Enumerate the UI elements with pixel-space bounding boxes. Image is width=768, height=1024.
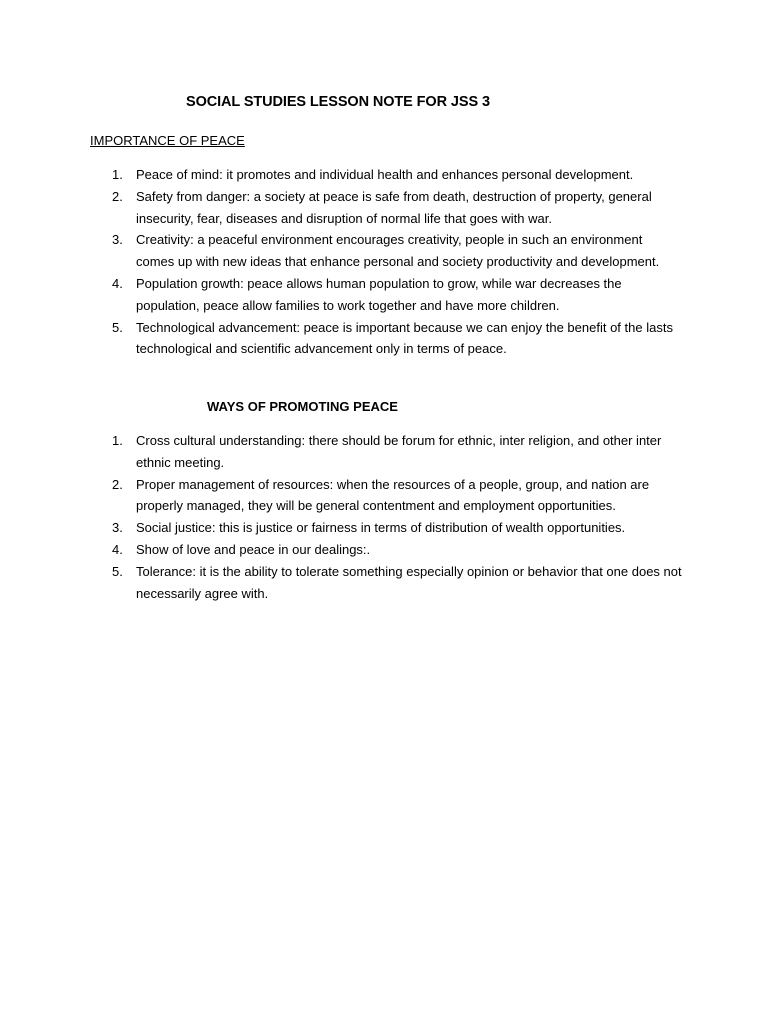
list-item <box>0 561 684 605</box>
list-item-number: 3. <box>112 520 123 536</box>
list-item-number: 4. <box>112 275 123 291</box>
list-item-text: Proper management of resources: when the resources of a people, group, and nation are properly managed, they will be general contentment and employment opportunities. <box>136 476 650 514</box>
list-item-number: 1. <box>112 433 123 448</box>
document-title: SOCIAL STUDIES LESSON NOTE FOR JSS 3 <box>186 94 490 110</box>
list-item <box>0 229 684 273</box>
list-item <box>0 273 684 317</box>
list-item-text: Creativity: a peaceful environment encourages creativity, people in such an environment comes up with new ideas that enhance personal and society productivity and development. <box>136 232 660 270</box>
importance-heading: IMPORTANCE OF PEACE <box>90 133 245 148</box>
list-item <box>0 474 684 518</box>
list-item-number: 2. <box>112 188 123 204</box>
list-item-number: 3. <box>112 232 123 248</box>
ways-heading: WAYS OF PROMOTING PEACE <box>207 399 398 414</box>
list-item <box>0 517 684 539</box>
list-item-text: Technological advancement: peace is important because we can enjoy the benefit of the lasts technological and scientific advancement only in terms of peace. <box>136 319 673 357</box>
list-item <box>0 164 684 186</box>
list-item-text: Cross cultural understanding: there should be forum for ethnic, inter religion, and other inter ethnic meeting. <box>136 433 662 470</box>
list-item <box>0 539 684 561</box>
list-item-text: Tolerance: it is the ability to tolerate something especially opinion or behavior that one does not necessarily agree with. <box>136 563 682 601</box>
importance-list <box>0 164 768 360</box>
list-item-number: 5. <box>112 319 123 335</box>
list-item-text: Population growth: peace allows human population to grow, while war decreases the population, peace allow families to work together and have more children. <box>136 275 622 313</box>
list-item-number: 5. <box>112 563 123 579</box>
list-item-number: 1. <box>112 167 123 182</box>
list-item-number: 2. <box>112 476 123 492</box>
list-item-text: Safety from danger: a society at peace is safe from death, destruction of property, general insecurity, fear, diseases and disruption of normal life that goes with war. <box>136 188 652 226</box>
list-item <box>0 430 684 474</box>
list-item-number: 4. <box>112 541 123 557</box>
list-item <box>0 317 684 361</box>
list-item-text: Social justice: this is justice or fairness in terms of distribution of wealth opportunities. <box>136 520 626 536</box>
list-item-text: Peace of mind: it promotes and individual health and enhances personal development. <box>136 167 634 182</box>
ways-list <box>0 430 768 604</box>
list-item <box>0 186 684 230</box>
list-item-text: Show of love and peace in our dealings:. <box>136 541 371 557</box>
